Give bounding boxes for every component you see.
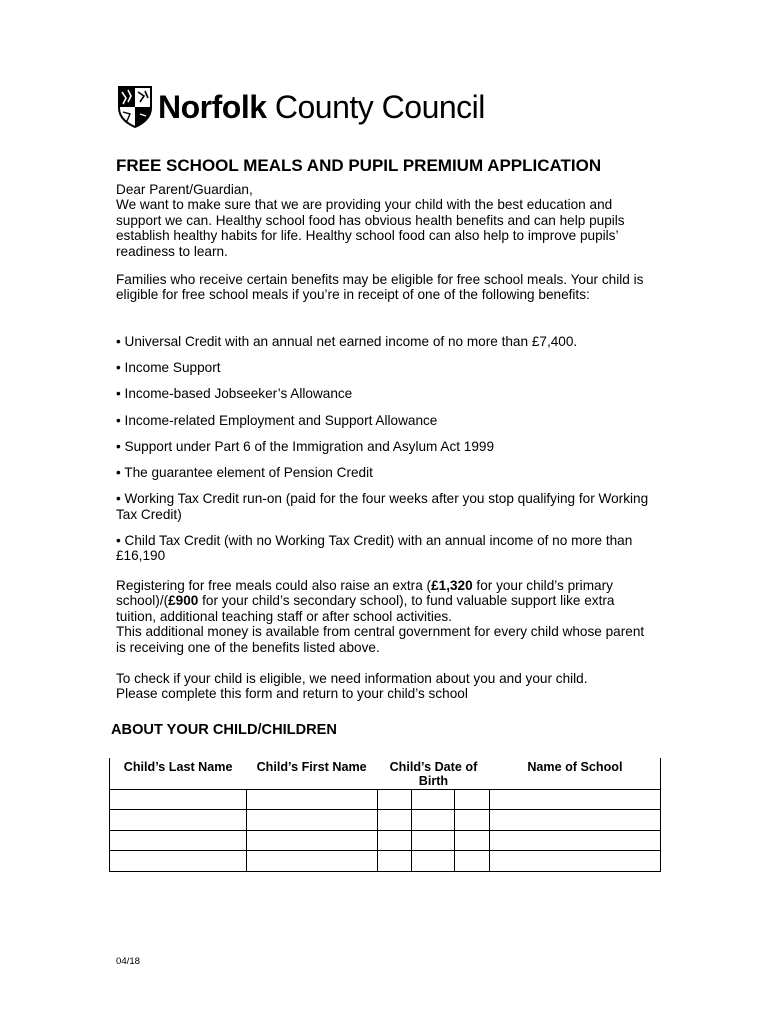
header-last-name: Child’s Last Name <box>110 758 247 790</box>
first-name-cell[interactable] <box>246 790 377 810</box>
pupil-premium-paragraph <box>116 578 656 655</box>
check-paragraph <box>116 671 656 702</box>
dob-month-cell[interactable] <box>412 810 455 830</box>
last-name-cell[interactable] <box>110 851 247 871</box>
brand-bold: Norfolk <box>158 89 267 125</box>
header-date-of-birth: Child’s Date of Birth <box>377 758 490 790</box>
secondary-amount: £900 <box>168 593 199 609</box>
table-header-row <box>110 758 661 790</box>
benefit-item: • Working Tax Credit run-on (paid for the four weeks after you stop qualifying for Working Tax Credit) <box>116 491 649 522</box>
dob-month-cell[interactable] <box>412 830 455 850</box>
benefit-item: • Income-related Employment and Support Allowance <box>116 412 438 428</box>
first-name-cell[interactable] <box>246 810 377 830</box>
benefits-list <box>116 334 656 574</box>
table-row <box>110 810 661 830</box>
dob-month-cell[interactable] <box>412 851 455 871</box>
section-heading: ABOUT YOUR CHILD/CHILDREN <box>111 722 337 738</box>
premium-text-part4: This additional money is available from central government for every child whose parent is receiving one of the benefits listed above. <box>116 624 645 655</box>
primary-amount: £1,320 <box>431 578 473 593</box>
school-name-cell[interactable] <box>490 810 661 830</box>
check-line-1: To check if your child is eligible, we need information about you and your child. <box>116 671 588 686</box>
benefit-item: • Income-based Jobseeker’s Allowance <box>116 386 353 402</box>
school-name-cell[interactable] <box>490 830 661 850</box>
school-name-cell[interactable] <box>490 790 661 810</box>
dob-day-cell[interactable] <box>377 851 412 871</box>
intro-block <box>116 182 656 259</box>
school-name-cell[interactable] <box>490 851 661 871</box>
dob-day-cell[interactable] <box>377 830 412 850</box>
dob-year-cell[interactable] <box>455 851 490 871</box>
benefit-item: • Income Support <box>116 360 221 376</box>
table-row <box>110 830 661 850</box>
dob-year-cell[interactable] <box>455 790 490 810</box>
dob-year-cell[interactable] <box>455 830 490 850</box>
benefit-item: • Child Tax Credit (with no Working Tax Credit) with an annual income of no more than £16,190 <box>116 532 633 564</box>
check-line-2: Please complete this form and return to your child’s school <box>116 686 468 702</box>
benefit-item: • Universal Credit with an annual net earned income of no more than £7,400. <box>116 334 578 349</box>
greeting: Dear Parent/Guardian, <box>116 182 253 197</box>
table-row <box>110 790 661 810</box>
eligibility-intro: Families who receive certain benefits may be eligible for free school meals. Your child is eligible for free school meals if you’re in receipt of one of the following benefits: <box>116 272 644 303</box>
children-table <box>109 758 661 872</box>
premium-text-part3: for your child’s secondary school), to fund valuable support like extra tuition, additional teaching staff or after school activities. <box>116 593 615 624</box>
intro-paragraph: We want to make sure that we are providing your child with the best education and support we can. Healthy school food has obvious health benefits and can help pupils establish healthy habits for life. Healthy school food can also help to improve pupils’ readiness to learn. <box>116 197 625 259</box>
council-logo <box>118 86 485 128</box>
first-name-cell[interactable] <box>246 851 377 871</box>
benefit-item: • Support under Part 6 of the Immigration and Asylum Act 1999 <box>116 438 495 454</box>
header-first-name: Child’s First Name <box>246 758 377 790</box>
last-name-cell[interactable] <box>110 830 247 850</box>
brand-light: County Council <box>274 89 485 125</box>
document-code: 04/18 <box>116 956 141 967</box>
dob-day-cell[interactable] <box>377 810 412 830</box>
council-name <box>158 91 485 123</box>
premium-text-part1: Registering for free meals could also raise an extra ( <box>116 578 432 593</box>
dob-year-cell[interactable] <box>455 810 490 830</box>
premium-text-part2: for your child’s primary school)/( <box>116 578 613 609</box>
premium-text <box>116 578 656 624</box>
table-row <box>110 851 661 871</box>
benefit-item: • The guarantee element of Pension Credit <box>116 465 373 481</box>
form-title: FREE SCHOOL MEALS AND PUPIL PREMIUM APPLICATION <box>116 156 602 175</box>
first-name-cell[interactable] <box>246 830 377 850</box>
last-name-cell[interactable] <box>110 790 247 810</box>
header-school-name: Name of School <box>490 758 661 790</box>
dob-day-cell[interactable] <box>377 790 412 810</box>
council-crest-icon <box>118 86 152 128</box>
dob-month-cell[interactable] <box>412 790 455 810</box>
last-name-cell[interactable] <box>110 810 247 830</box>
